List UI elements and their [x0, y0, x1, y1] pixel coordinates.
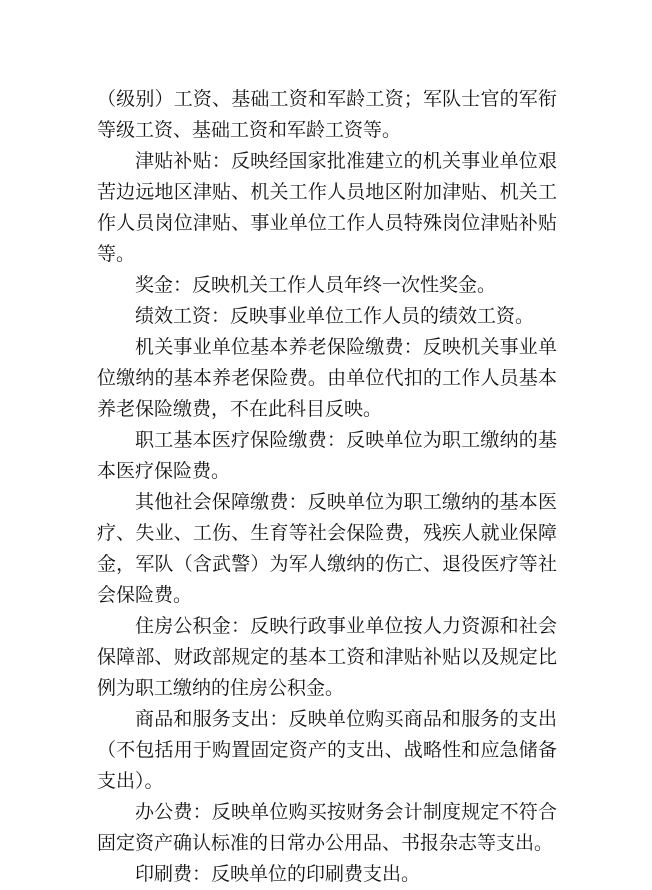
- paragraph-bonus: 奖金：反映机关工作人员年终一次性奖金。: [135, 274, 497, 296]
- paragraph-goods-services: 商品和服务支出：反映单位购买商品和服务的支出（不包括用于购置固定资产的支出、战略性和应急储备支出）。: [97, 708, 557, 792]
- paragraph-printing-expenses: 印刷费：反映单位的印刷费支出。: [135, 863, 421, 885]
- paragraph-pension-insurance: 机关事业单位基本养老保险缴费：反映机关事业单位缴纳的基本养老保险费。由单位代扣的工作人员基本养老保险缴费，不在此科目反映。: [97, 336, 557, 420]
- paragraph-medical-insurance: 职工基本医疗保险缴费：反映单位为职工缴纳的基本医疗保险费。: [97, 429, 557, 482]
- paragraph-performance-pay: 绩效工资：反映事业单位工作人员的绩效工资。: [135, 305, 535, 327]
- paragraph-allowances-subsidies: 津贴补贴：反映经国家批准建立的机关事业单位艰苦边远地区津贴、机关工作人员地区附加津贴、机关工作人员岗位津贴、事业单位工作人员特殊岗位津贴补贴等。: [97, 150, 557, 265]
- paragraph-housing-fund: 住房公积金：反映行政事业单位按人力资源和社会保障部、财政部规定的基本工资和津贴补贴以及规定比例为职工缴纳的住房公积金。: [97, 615, 557, 699]
- document-page: [97, 84, 557, 890]
- paragraph-wage-level-continued: （级别）工资、基础工资和军龄工资；军队士官的军衔等级工资、基础工资和军龄工资等。: [97, 88, 557, 141]
- paragraph-office-expenses: 办公费：反映单位购买按财务会计制度规定不符合固定资产确认标准的日常办公用品、书报杂志等支出。: [97, 801, 557, 854]
- paragraph-other-social-security: 其他社会保障缴费：反映单位为职工缴纳的基本医疗、失业、工伤、生育等社会保险费，残疾人就业保障金，军队（含武警）为军人缴纳的伤亡、退役医疗等社会保险费。: [97, 491, 557, 606]
